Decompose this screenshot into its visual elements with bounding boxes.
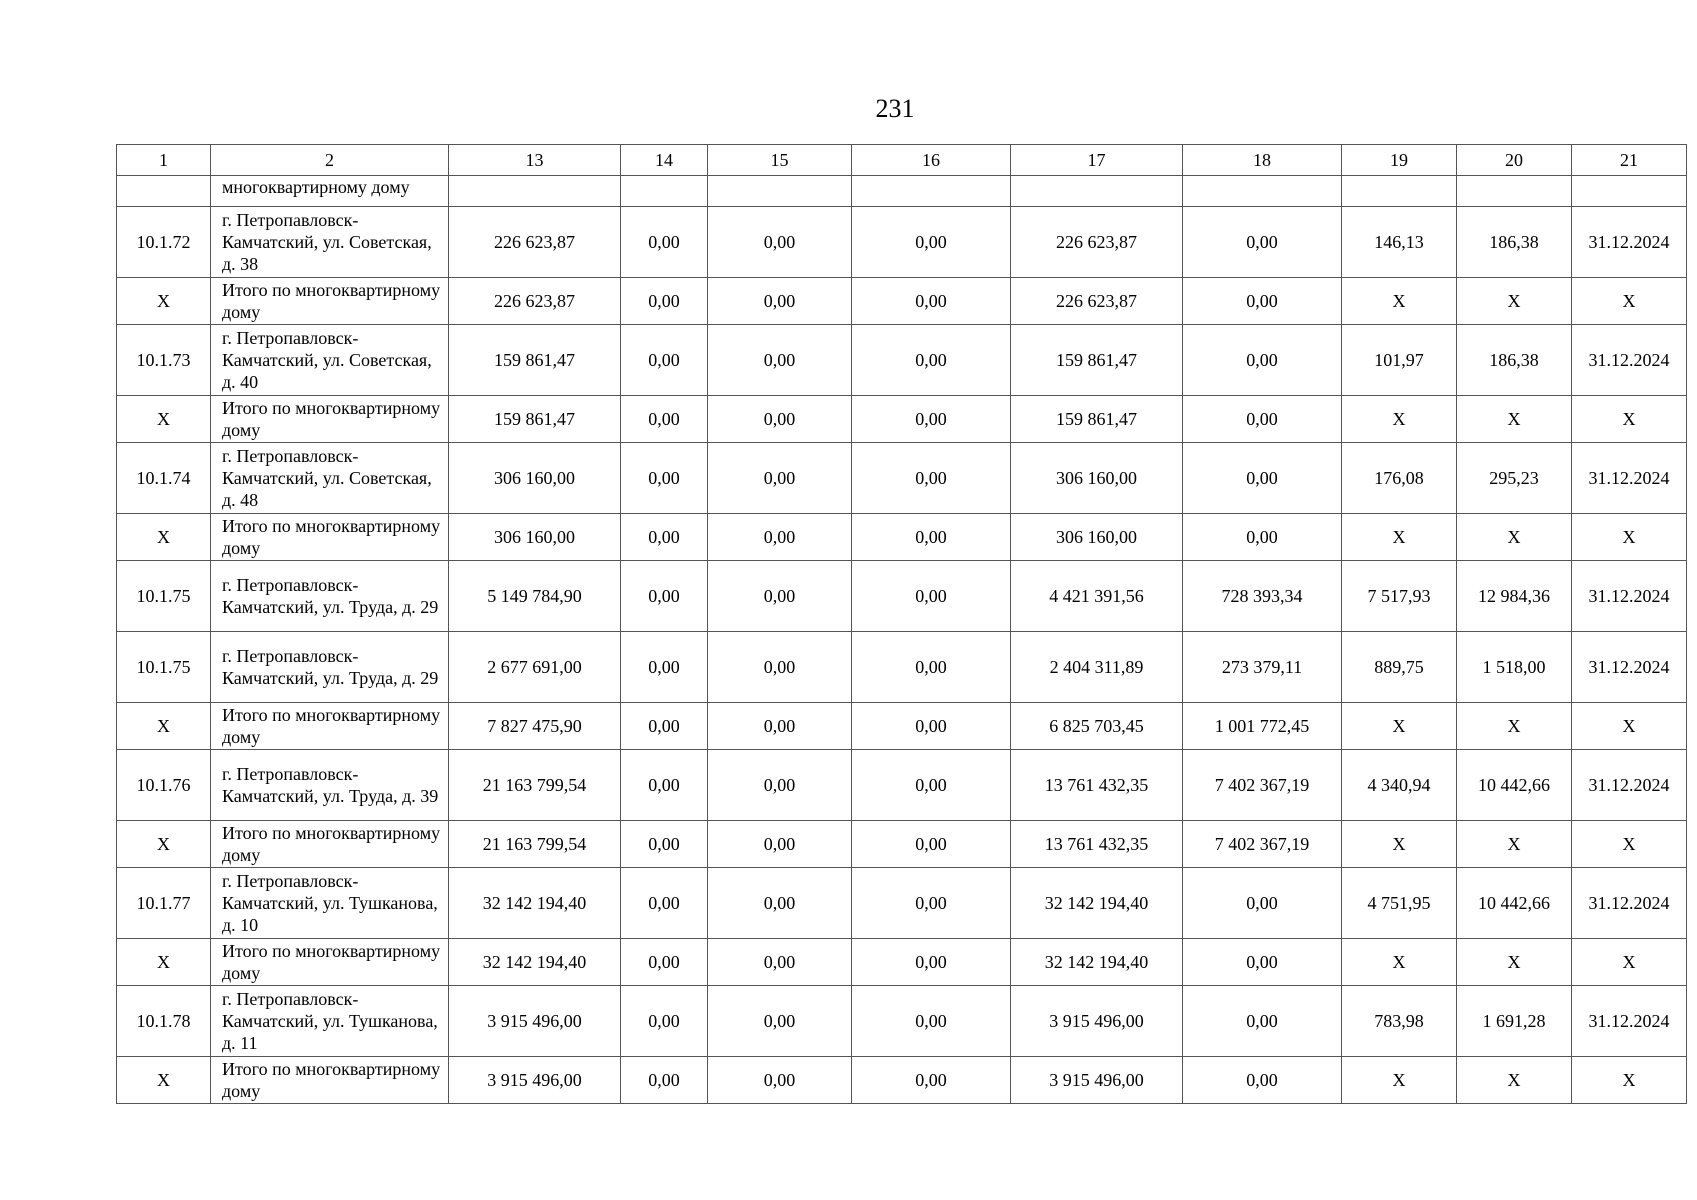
table-row — [117, 632, 1687, 703]
row-number-cell: 10.1.78 — [117, 986, 211, 1057]
value-cell: X — [1457, 278, 1572, 325]
address-cell: г. Петропавловск-Камчатский, ул. Труда, д. 29 — [211, 561, 449, 632]
value-cell: 0,00 — [708, 986, 852, 1057]
value-cell: 5 149 784,90 — [449, 561, 621, 632]
value-cell: 0,00 — [1183, 443, 1342, 514]
address-cell: Итого по многоквартирному дому — [211, 514, 449, 561]
value-cell: 0,00 — [621, 278, 708, 325]
address-cell: Итого по многоквартирному дому — [211, 278, 449, 325]
value-cell: 295,23 — [1457, 443, 1572, 514]
value-cell: 31.12.2024 — [1572, 207, 1687, 278]
value-cell: 0,00 — [1183, 278, 1342, 325]
data-table — [116, 144, 1687, 1104]
value-cell: 0,00 — [1183, 325, 1342, 396]
value-cell: X — [1572, 1057, 1687, 1104]
value-cell: 7 827 475,90 — [449, 703, 621, 750]
row-number-cell: X — [117, 514, 211, 561]
table-row — [117, 561, 1687, 632]
table-header-row — [117, 145, 1687, 176]
value-cell: 10 442,66 — [1457, 868, 1572, 939]
value-cell: 0,00 — [621, 632, 708, 703]
value-cell: 3 915 496,00 — [1011, 1057, 1183, 1104]
column-header: 17 — [1011, 145, 1183, 176]
value-cell: X — [1572, 703, 1687, 750]
value-cell: 0,00 — [621, 939, 708, 986]
value-cell: 176,08 — [1342, 443, 1457, 514]
address-cell: Итого по многоквартирному дому — [211, 703, 449, 750]
value-cell: 2 677 691,00 — [449, 632, 621, 703]
value-cell: 0,00 — [852, 325, 1011, 396]
row-number-cell: X — [117, 939, 211, 986]
value-cell: 31.12.2024 — [1572, 561, 1687, 632]
row-number-cell: X — [117, 396, 211, 443]
value-cell: 10 442,66 — [1457, 750, 1572, 821]
value-cell: 0,00 — [852, 396, 1011, 443]
value-cell — [852, 176, 1011, 207]
table-row — [117, 443, 1687, 514]
row-number-cell: 10.1.74 — [117, 443, 211, 514]
address-cell: г. Петропавловск-Камчатский, ул. Советская, д. 40 — [211, 325, 449, 396]
row-number-cell: 10.1.77 — [117, 868, 211, 939]
value-cell: 306 160,00 — [1011, 514, 1183, 561]
value-cell: 0,00 — [708, 868, 852, 939]
value-cell: 0,00 — [708, 750, 852, 821]
column-header: 1 — [117, 145, 211, 176]
value-cell: 0,00 — [708, 821, 852, 868]
value-cell: 4 751,95 — [1342, 868, 1457, 939]
value-cell: X — [1572, 939, 1687, 986]
value-cell: 159 861,47 — [1011, 325, 1183, 396]
value-cell: 0,00 — [852, 443, 1011, 514]
value-cell: 7 517,93 — [1342, 561, 1457, 632]
value-cell: 0,00 — [621, 207, 708, 278]
column-header: 15 — [708, 145, 852, 176]
value-cell: 31.12.2024 — [1572, 750, 1687, 821]
value-cell: 0,00 — [708, 561, 852, 632]
value-cell: 0,00 — [1183, 986, 1342, 1057]
column-header: 19 — [1342, 145, 1457, 176]
value-cell: 3 915 496,00 — [449, 986, 621, 1057]
value-cell: 226 623,87 — [449, 278, 621, 325]
value-cell: 0,00 — [852, 1057, 1011, 1104]
value-cell: 0,00 — [708, 278, 852, 325]
value-cell: 0,00 — [1183, 939, 1342, 986]
table-row — [117, 868, 1687, 939]
value-cell: 101,97 — [1342, 325, 1457, 396]
value-cell: 0,00 — [708, 396, 852, 443]
value-cell — [1342, 176, 1457, 207]
value-cell: X — [1457, 821, 1572, 868]
row-number-cell: X — [117, 1057, 211, 1104]
value-cell: 0,00 — [1183, 207, 1342, 278]
row-number-cell: 10.1.76 — [117, 750, 211, 821]
table-row — [117, 750, 1687, 821]
value-cell: 0,00 — [852, 703, 1011, 750]
value-cell — [1183, 176, 1342, 207]
value-cell: 32 142 194,40 — [449, 939, 621, 986]
value-cell: 0,00 — [852, 821, 1011, 868]
value-cell: 1 691,28 — [1457, 986, 1572, 1057]
value-cell: 0,00 — [852, 278, 1011, 325]
table-row — [117, 278, 1687, 325]
value-cell: X — [1342, 703, 1457, 750]
table-row — [117, 176, 1687, 207]
value-cell: X — [1457, 703, 1572, 750]
value-cell: 31.12.2024 — [1572, 632, 1687, 703]
value-cell: 3 915 496,00 — [1011, 986, 1183, 1057]
address-cell: г. Петропавловск-Камчатский, ул. Труда, д. 39 — [211, 750, 449, 821]
table-row — [117, 1057, 1687, 1104]
value-cell: 4 421 391,56 — [1011, 561, 1183, 632]
value-cell: 0,00 — [708, 939, 852, 986]
value-cell: X — [1572, 821, 1687, 868]
value-cell: 32 142 194,40 — [1011, 939, 1183, 986]
table-row — [117, 207, 1687, 278]
row-number-cell: 10.1.73 — [117, 325, 211, 396]
value-cell: 2 404 311,89 — [1011, 632, 1183, 703]
value-cell: X — [1342, 939, 1457, 986]
value-cell: 0,00 — [708, 632, 852, 703]
value-cell: X — [1457, 1057, 1572, 1104]
value-cell: 0,00 — [852, 632, 1011, 703]
value-cell: 1 001 772,45 — [1183, 703, 1342, 750]
address-cell: г. Петропавловск-Камчатский, ул. Тушканова, д. 10 — [211, 868, 449, 939]
value-cell: 0,00 — [708, 1057, 852, 1104]
value-cell: 0,00 — [621, 986, 708, 1057]
value-cell: 7 402 367,19 — [1183, 821, 1342, 868]
column-header: 14 — [621, 145, 708, 176]
value-cell: 273 379,11 — [1183, 632, 1342, 703]
value-cell: 226 623,87 — [449, 207, 621, 278]
row-number-cell: 10.1.72 — [117, 207, 211, 278]
value-cell: 889,75 — [1342, 632, 1457, 703]
table-row — [117, 821, 1687, 868]
value-cell: 1 518,00 — [1457, 632, 1572, 703]
value-cell: 159 861,47 — [449, 396, 621, 443]
page-number: 231 — [875, 94, 915, 123]
value-cell: 21 163 799,54 — [449, 750, 621, 821]
table-row — [117, 986, 1687, 1057]
value-cell: X — [1342, 1057, 1457, 1104]
value-cell: 159 861,47 — [1011, 396, 1183, 443]
column-header: 16 — [852, 145, 1011, 176]
address-cell: Итого по многоквартирному дому — [211, 939, 449, 986]
value-cell: 32 142 194,40 — [449, 868, 621, 939]
value-cell: 7 402 367,19 — [1183, 750, 1342, 821]
value-cell: 0,00 — [1183, 1057, 1342, 1104]
value-cell: X — [1342, 821, 1457, 868]
value-cell: 306 160,00 — [449, 443, 621, 514]
value-cell: 0,00 — [621, 514, 708, 561]
value-cell: 4 340,94 — [1342, 750, 1457, 821]
value-cell: 0,00 — [708, 325, 852, 396]
value-cell: 0,00 — [852, 561, 1011, 632]
value-cell: 146,13 — [1342, 207, 1457, 278]
value-cell: 13 761 432,35 — [1011, 821, 1183, 868]
value-cell: 306 160,00 — [1011, 443, 1183, 514]
value-cell: 0,00 — [852, 514, 1011, 561]
value-cell: X — [1572, 396, 1687, 443]
address-cell: Итого по многоквартирному дому — [211, 1057, 449, 1104]
column-header: 21 — [1572, 145, 1687, 176]
column-header: 20 — [1457, 145, 1572, 176]
table-row — [117, 703, 1687, 750]
value-cell: 21 163 799,54 — [449, 821, 621, 868]
value-cell: 0,00 — [621, 750, 708, 821]
value-cell: 31.12.2024 — [1572, 986, 1687, 1057]
table-row — [117, 514, 1687, 561]
value-cell: 0,00 — [852, 986, 1011, 1057]
value-cell: 0,00 — [621, 703, 708, 750]
value-cell: X — [1457, 514, 1572, 561]
value-cell: 32 142 194,40 — [1011, 868, 1183, 939]
value-cell: X — [1342, 278, 1457, 325]
value-cell: 31.12.2024 — [1572, 868, 1687, 939]
value-cell: 306 160,00 — [449, 514, 621, 561]
value-cell: 186,38 — [1457, 207, 1572, 278]
address-cell: г. Петропавловск-Камчатский, ул. Труда, д. 29 — [211, 632, 449, 703]
value-cell: 0,00 — [621, 821, 708, 868]
value-cell: X — [1457, 939, 1572, 986]
row-number-cell: 10.1.75 — [117, 561, 211, 632]
value-cell: 3 915 496,00 — [449, 1057, 621, 1104]
value-cell: 0,00 — [621, 325, 708, 396]
value-cell — [449, 176, 621, 207]
value-cell: 0,00 — [852, 868, 1011, 939]
value-cell: 0,00 — [708, 703, 852, 750]
value-cell: X — [1572, 278, 1687, 325]
address-cell: Итого по многоквартирному дому — [211, 396, 449, 443]
row-number-cell — [117, 176, 211, 207]
table-row — [117, 939, 1687, 986]
value-cell: X — [1457, 396, 1572, 443]
column-header: 18 — [1183, 145, 1342, 176]
value-cell — [621, 176, 708, 207]
column-header: 13 — [449, 145, 621, 176]
value-cell: 0,00 — [852, 939, 1011, 986]
value-cell: 783,98 — [1342, 986, 1457, 1057]
value-cell: X — [1342, 514, 1457, 561]
column-header: 2 — [211, 145, 449, 176]
value-cell: 0,00 — [621, 561, 708, 632]
value-cell — [1011, 176, 1183, 207]
value-cell — [1572, 176, 1687, 207]
address-cell: Итого по многоквартирному дому — [211, 821, 449, 868]
value-cell: 0,00 — [852, 207, 1011, 278]
table-row — [117, 325, 1687, 396]
value-cell: 0,00 — [708, 207, 852, 278]
value-cell: 0,00 — [621, 868, 708, 939]
value-cell: 226 623,87 — [1011, 278, 1183, 325]
value-cell — [708, 176, 852, 207]
value-cell: 159 861,47 — [449, 325, 621, 396]
value-cell: 0,00 — [1183, 514, 1342, 561]
value-cell: 31.12.2024 — [1572, 443, 1687, 514]
row-number-cell: X — [117, 821, 211, 868]
value-cell: 0,00 — [621, 443, 708, 514]
row-number-cell: X — [117, 278, 211, 325]
value-cell: 13 761 432,35 — [1011, 750, 1183, 821]
value-cell: 226 623,87 — [1011, 207, 1183, 278]
value-cell: 0,00 — [1183, 396, 1342, 443]
value-cell: 12 984,36 — [1457, 561, 1572, 632]
value-cell: X — [1572, 514, 1687, 561]
value-cell: 0,00 — [852, 750, 1011, 821]
address-cell: г. Петропавловск-Камчатский, ул. Советская, д. 38 — [211, 207, 449, 278]
value-cell: 0,00 — [621, 396, 708, 443]
value-cell: 6 825 703,45 — [1011, 703, 1183, 750]
value-cell: 31.12.2024 — [1572, 325, 1687, 396]
address-cell: многоквартирному дому — [211, 176, 449, 207]
table-body — [117, 145, 1687, 1104]
value-cell: 186,38 — [1457, 325, 1572, 396]
address-cell: г. Петропавловск-Камчатский, ул. Тушканова, д. 11 — [211, 986, 449, 1057]
value-cell: 0,00 — [1183, 868, 1342, 939]
table-row — [117, 396, 1687, 443]
address-cell: г. Петропавловск-Камчатский, ул. Советская, д. 48 — [211, 443, 449, 514]
value-cell: X — [1342, 396, 1457, 443]
value-cell — [1457, 176, 1572, 207]
row-number-cell: 10.1.75 — [117, 632, 211, 703]
value-cell: 0,00 — [708, 514, 852, 561]
value-cell: 728 393,34 — [1183, 561, 1342, 632]
value-cell: 0,00 — [621, 1057, 708, 1104]
row-number-cell: X — [117, 703, 211, 750]
value-cell: 0,00 — [708, 443, 852, 514]
